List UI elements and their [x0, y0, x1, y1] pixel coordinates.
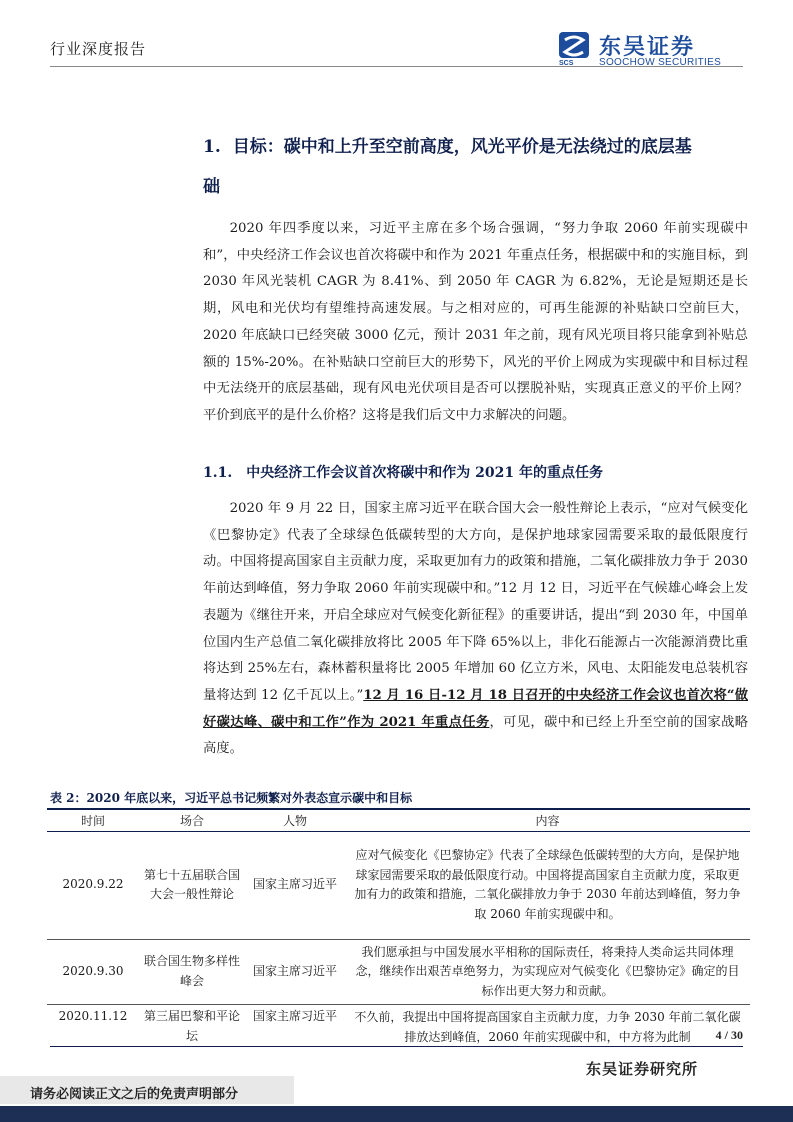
cell-person: 国家主席习近平 [252, 964, 337, 978]
table-row [47, 1005, 750, 1051]
section-1-1-title: 中央经济工作会议首次将碳中和作为 2021 年的重点任务 [246, 465, 603, 481]
disclaimer-banner [0, 1076, 294, 1104]
disclaimer-text: 请务必阅读正文之后的免责声明部分 [30, 1087, 239, 1102]
cell-date: 2020.11.12 [58, 1009, 128, 1023]
section-1-number: 1. [203, 137, 221, 157]
page-number: 4 / 30 [715, 1028, 743, 1042]
cell-content: 不久前，我提出中国将提高国家自主贡献力度，力争 2030 年前二氧化碳排放达到峰值，2060 年前实现碳中和，中方将为此制 [354, 1010, 741, 1044]
cell-venue: 第三届巴黎和平论坛 [143, 1009, 240, 1043]
cell-person: 国家主席习近平 [252, 877, 337, 892]
table-caption: 表 2：2020 年底以来，习近平总书记频繁对外表态宣示碳中和目标 [50, 791, 413, 805]
paragraph-text-part1: 2020 年 9 月 22 日，国家主席习近平在联合国大会一般性辩论上表示，“应对气候变化《巴黎协定》代表了全球绿色低碳转型的大方向，是保护地球家园需要采取的最低限度行动。中国将提高国家自主贡献力度，采取更加有力的政策和措施，二氧化碳排放力争于 2030 年前达到峰值，努力争取 2060 年前实现碳中和。”12 月 12 日，习近平在气候雄心峰会上发表题为《继往开来，开启全球应对气候变化新征程》的重要讲话，提出“到 2030 年，中国单位国内生产总值二氧化碳排放将比 2005 年下降 65%以上，非化石能源占一次能源消费比重将达到 25%左右，森林蓄积量将比 2005 年增加 60 亿立方米，风电、太阳能发电总装机容量将达到 12 亿千瓦以上。” [203, 501, 748, 703]
section-1-1-number: 1.1. [203, 465, 233, 481]
cell-person: 国家主席习近平 [252, 1009, 337, 1023]
cell-date: 2020.9.22 [62, 877, 124, 892]
brand-logo-english: SOOCHOW SECURITIES [599, 57, 722, 68]
brand-logo-abbr: SCS [559, 60, 574, 67]
section-1-heading [203, 126, 748, 168]
cell-date: 2020.9.30 [62, 964, 124, 978]
report-type-label: 行业深度报告 [50, 40, 147, 58]
cell-venue: 联合国生物多样性峰会 [143, 954, 240, 988]
statements-table [47, 808, 750, 1050]
section-1-1-paragraph [203, 496, 748, 763]
section-1-title-line1: 目标：碳中和上升至空前高度，风光平价是无法绕过的底层基 [232, 137, 692, 157]
header-venue: 场合 [179, 813, 204, 828]
table-row [47, 831, 750, 939]
section-1-title-line2: 础 [203, 177, 220, 197]
cell-content: 我们愿承担与中国发展水平相称的国际责任，将秉持人类命运共同体理念，继续作出艰苦卓绝努力，为实现应对气候变化《巴黎协定》确定的目标作出更大努力和贡献。 [355, 944, 740, 998]
table-header-row [47, 809, 750, 831]
header-divider [50, 66, 743, 67]
brand-logo-icon [557, 30, 593, 64]
footer-divider [50, 1046, 743, 1047]
cell-content: 应对气候变化《巴黎协定》代表了全球绿色低碳转型的大方向，是保护地球家园需要采取的最低限度行动。中国将提高国家自主贡献力度，采取更加有力的政策和措施，二氧化碳排放力争于 2030 年前达到峰值，努力争取 2060 年前实现碳中和。 [354, 848, 741, 921]
highlighted-statement: 12 月 16 日-12 月 18 日召开的中央经济工作会议也首次将“做好碳达峰、碳中和工作”作为 2021 年重点任务 [203, 687, 748, 730]
header-person: 人物 [282, 813, 307, 828]
cell-venue: 第七十五届联合国大会一般性辩论 [143, 867, 240, 901]
brand-logo [557, 30, 733, 70]
section-1-paragraph: 2020 年四季度以来，习近平主席在多个场合强调，“努力争取 2060 年前实现碳中和”，中央经济工作会议也首次将碳中和作为 2021 年重点任务，根据碳中和的实施目标，到 2030 年风光装机 CAGR 为 8.41%、到 2050 年 CAGR 为 6.82%，无论是短期还是长期，风电和光伏均有望维持高速发展。与之相对应的，可再生能源的补贴缺口空前巨大，2020 年底缺口已经突破 3000 亿元，预计 2031 年之前，现有风光项目将只能拿到补贴总额的 15%-20%。在补贴缺口空前巨大的形势下，风光的平价上网成为实现碳中和目标过程中无法绕开的底层基础，现有风电光伏项目是否可以摆脱补贴，实现真正意义的平价上网？平价到底平的是什么价格？这将是我们后文中力求解决的问题。 [203, 221, 748, 423]
table-row [47, 939, 750, 1005]
paragraph-text-part2: ，可见，碳中和已经上升至空前的国家战略高度。 [203, 714, 748, 757]
section-1-1-body [203, 496, 748, 763]
footer-institute: 东吴证券研究所 [585, 1060, 698, 1078]
header-date: 时间 [80, 813, 105, 828]
section-1-heading-continued [203, 166, 748, 208]
footer-bar [0, 1106, 793, 1122]
section-1-body [203, 216, 748, 430]
section-1-1-heading [203, 462, 603, 482]
header-content: 内容 [535, 813, 560, 828]
brand-logo-name: 东吴证券 [599, 35, 696, 60]
